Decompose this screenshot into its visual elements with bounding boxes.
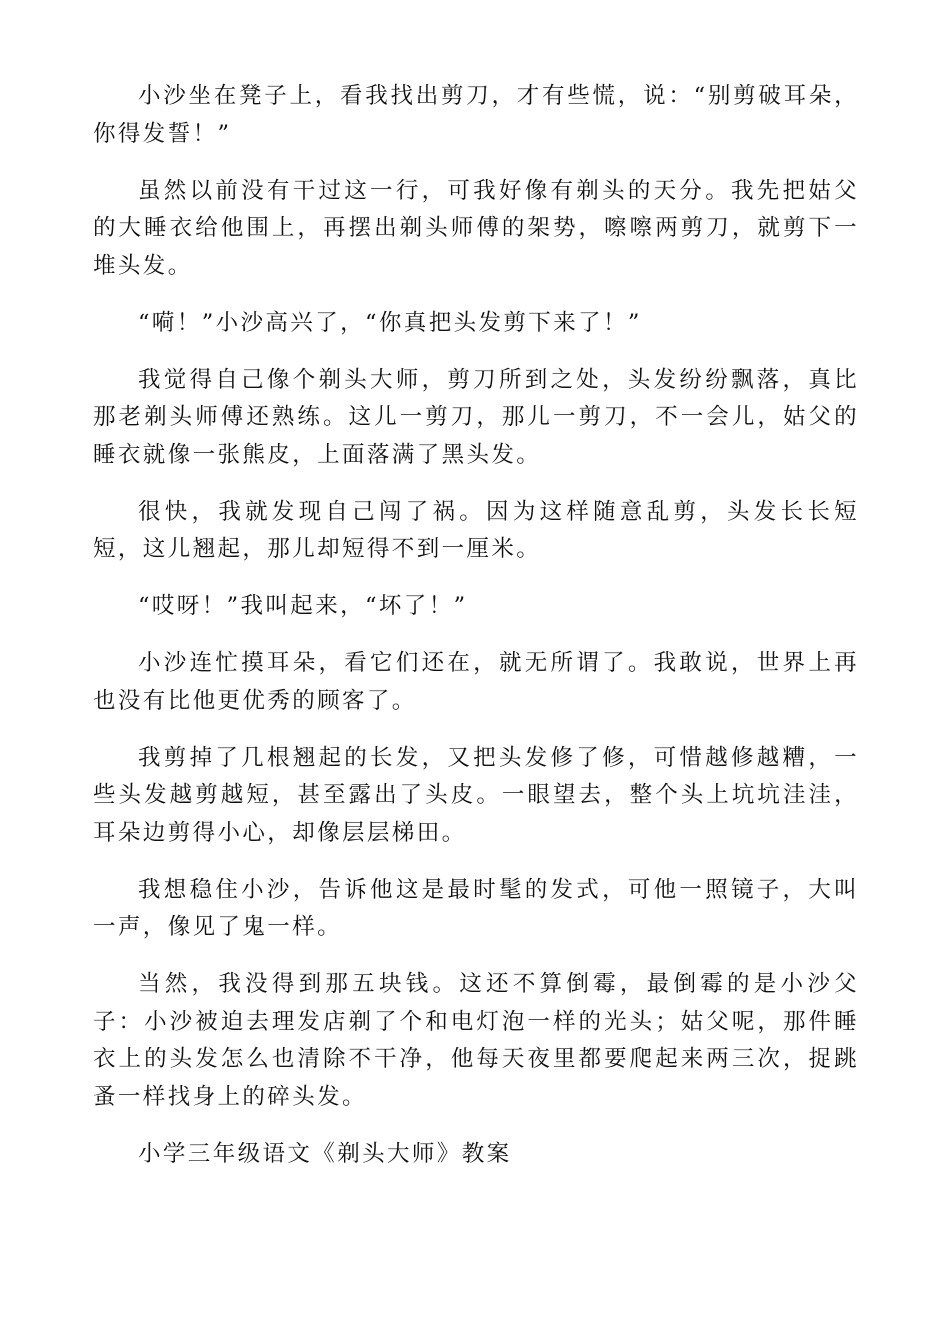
document-body <box>93 78 859 1193</box>
paragraph: 我想稳住小沙，告诉他这是最时髦的发式，可他一照镜子，大叫一声，像见了鬼一样。 <box>93 876 859 940</box>
paragraph: “嗬！”小沙高兴了，“你真把头发剪下来了！” <box>138 309 642 336</box>
paragraph: 虽然以前没有干过这一行，可我好像有剃头的天分。我先把姑父的大睡衣给他围上，再摆出剃头师傅的架势，嚓嚓两剪刀，就剪下一堆头发。 <box>93 177 859 279</box>
paragraph: 当然，我没得到那五块钱。这还不算倒霉，最倒霉的是小沙父子：小沙被迫去理发店剃了个和电灯泡一样的光头；姑父呢，那件睡衣上的头发怎么也清除不干净，他每天夜里都要爬起来两三次，捉跳蚤一样找身上的碎头发。 <box>93 971 859 1110</box>
paragraph: 我剪掉了几根翘起的长发，又把头发修了修，可惜越修越糟，一些头发越剪越短，甚至露出了头皮。一眼望去，整个头上坑坑洼洼，耳朵边剪得小心，却像层层梯田。 <box>93 744 859 846</box>
paragraph: 小沙坐在凳子上，看我找出剪刀，才有些慌，说：“别剪破耳朵，你得发誓！” <box>93 83 859 147</box>
document-footer-title: 小学三年级语文《剃头大师》教案 <box>138 1140 512 1167</box>
paragraph: 我觉得自己像个剃头大师，剪刀所到之处，头发纷纷飘落，真比那老剃头师傅还熟练。这儿一剪刀，那儿一剪刀，不一会儿，姑父的睡衣就像一张熊皮，上面落满了黑头发。 <box>93 366 859 468</box>
paragraph: “哎呀！”我叫起来，“坏了！” <box>138 593 468 619</box>
paragraph: 小沙连忙摸耳朵，看它们还在，就无所谓了。我敢说，世界上再也没有比他更优秀的顾客了。 <box>93 650 859 714</box>
paragraph: 很快，我就发现自己闯了祸。因为这样随意乱剪，头发长长短短，这儿翘起，那儿却短得不到一厘米。 <box>93 498 859 562</box>
